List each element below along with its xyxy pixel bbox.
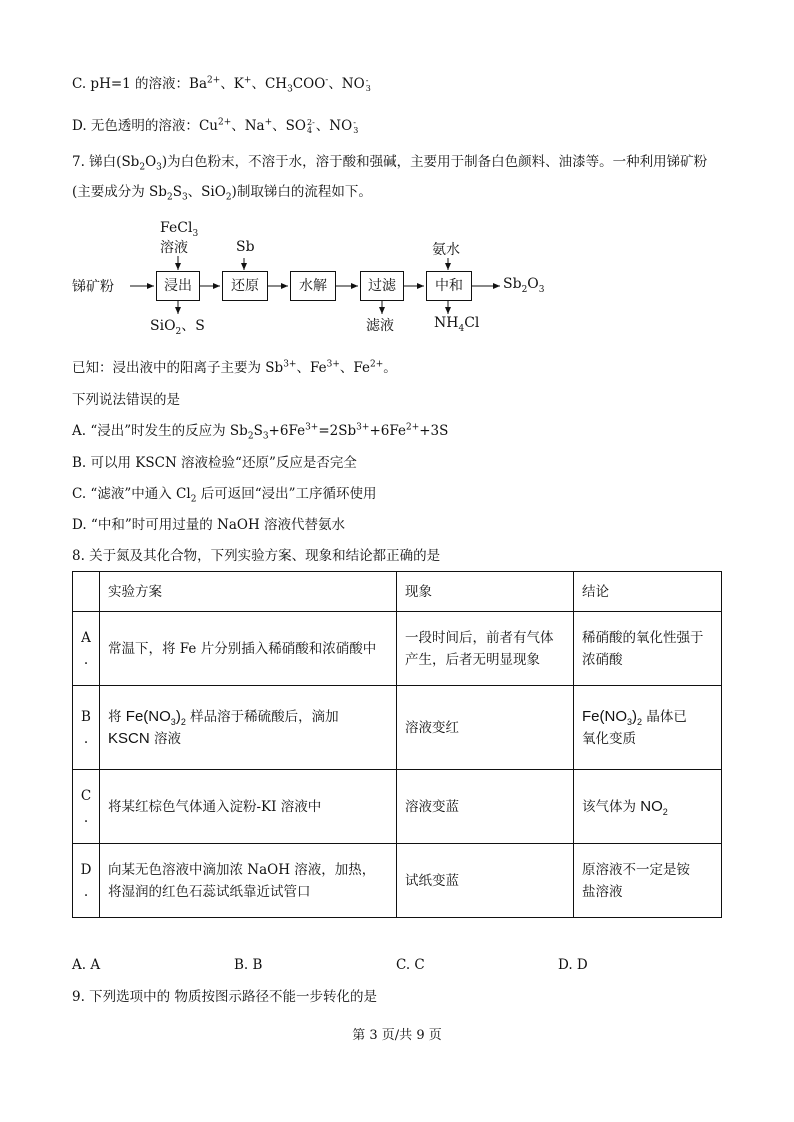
q7-option-b: B. 可以用 KSCN 溶液检验“还原”反应是否完全 (72, 455, 357, 471)
table-row (73, 770, 722, 844)
row-conclusion: 原溶液不一定是铵 盐溶液 (574, 844, 722, 918)
flow-output-nh4cl: $NH_4Cl$ (434, 315, 480, 334)
page-footer: 第 3 页/共 9 页 (352, 1028, 442, 1043)
q7-flowchart (72, 218, 572, 338)
flow-input-sb: Sb (236, 239, 255, 255)
q8-answer-a: A. A (72, 957, 101, 973)
q7-ask: 下列说法错误的是 (72, 392, 180, 408)
flow-step-leach: 浸出 (156, 271, 200, 301)
flow-output-filtrate: 滤液 (366, 318, 394, 334)
flow-step-hydrolysis: 水解 (290, 271, 336, 301)
flow-step-filter: 过滤 (360, 271, 404, 301)
table-header-row (73, 572, 722, 612)
flow-step-neutralize: 中和 (426, 271, 472, 301)
row-conclusion: 稀硝酸的氧化性强于浓硝酸 (574, 612, 722, 686)
q7-option-d: D. “中和”时可用过量的 NaOH 溶液代替氨水 (72, 517, 346, 533)
q6-option-c (72, 74, 372, 94)
row-plan: 将 $Fe(NO_3)_2$ 样品溶于稀硫酸后，滴加 KSCN 溶液 (100, 686, 397, 770)
row-plan: 将某红棕色气体通入淀粉-KI 溶液中 (100, 770, 397, 844)
flow-step-reduce: 还原 (222, 271, 268, 301)
row-observation: 一段时间后，前者有气体产生，后者无明显现象 (397, 612, 574, 686)
q8-answer-options (72, 955, 720, 975)
q6-option-d-prefix: D. 无色透明的溶液： (72, 118, 199, 134)
table-header-conclusion: 结论 (574, 572, 722, 612)
row-observation: 试纸变蓝 (397, 844, 574, 918)
q8-answer-d: D. D (558, 957, 588, 973)
row-plan: 常温下，将 Fe 片分别插入稀硝酸和浓硝酸中 (100, 612, 397, 686)
q8-stem: 8. 关于氮及其化合物，下列实验方案、现象和结论都正确的是 (72, 548, 441, 564)
flow-output-sio2-s: SiO$_2$、S (150, 318, 205, 337)
row-option-label: A . (73, 612, 100, 686)
table-row (73, 844, 722, 918)
flow-product-label: $Sb_2O_3$ (503, 276, 545, 295)
q9-stem: 9. 下列选项中的 物质按图示路径不能一步转化的是 (72, 989, 377, 1005)
flow-input-fecl3: FeCl$_3$ (160, 220, 199, 239)
row-observation: 溶液变蓝 (397, 770, 574, 844)
table-row (73, 686, 722, 770)
row-option-label: C . (73, 770, 100, 844)
table-header-plan: 实验方案 (100, 572, 397, 612)
q6-option-c-ions: $Ba^{2+}$、K+、$CH_3COO^-$、NO - 3 (189, 75, 371, 95)
table-row (73, 612, 722, 686)
row-conclusion: $Fe(NO_3)_2$ 晶体已 氧化变质 (574, 686, 722, 770)
row-observation: 溶液变红 (397, 686, 574, 770)
q8-answer-b: B. B (234, 957, 263, 973)
q7-option-c: C. “滤液”中通入 $Cl_2$ 后可返回“浸出”工序循环使用 (72, 486, 377, 505)
flow-start-label: 锑矿粉 (72, 279, 114, 295)
q8-table (72, 571, 722, 918)
row-conclusion: 该气体为 $NO_2$ (574, 770, 722, 844)
row-option-label: D . (73, 844, 100, 918)
table-header-blank (73, 572, 100, 612)
q7-stem-line2: (主要成分为 $Sb_2S_3$、SiO$_2$)制取锑白的流程如下。 (72, 184, 372, 203)
flow-input-ammonia: 氨水 (432, 242, 460, 258)
row-option-label: B . (73, 686, 100, 770)
q6-option-c-prefix: C. pH=1 的溶液： (72, 76, 190, 92)
q7-option-a: A. “浸出”时发生的反应为 $Sb_2S_3+6Fe^{3+}=2Sb^{3+}+6Fe^{2+}+3S$ (72, 422, 449, 442)
q8-answer-c: C. C (396, 957, 425, 973)
q7-stem-line1: 7. 锑白$(Sb_2O_3)$为白色粉末，不溶于水，溶于酸和强碱，主要用于制备白色颜料、油漆等。一种利用锑矿粉 (72, 154, 708, 173)
flow-input-solution: 溶液 (160, 240, 188, 256)
table-header-observation: 现象 (397, 572, 574, 612)
q6-option-d (72, 116, 359, 136)
q6-option-d-ions: $Cu^{2+}$、Na+、SO 2- 4 、NO - 3 (198, 117, 359, 135)
row-plan: 向某无色溶液中滴加浓 NaOH 溶液，加热， 将湿润的红色石蕊试纸靠近试管口 (100, 844, 397, 918)
q7-known: 已知：浸出液中的阳离子主要为 $Sb^{3+}$、$Fe^{3+}$、$Fe^{2+}$。 (72, 359, 397, 376)
